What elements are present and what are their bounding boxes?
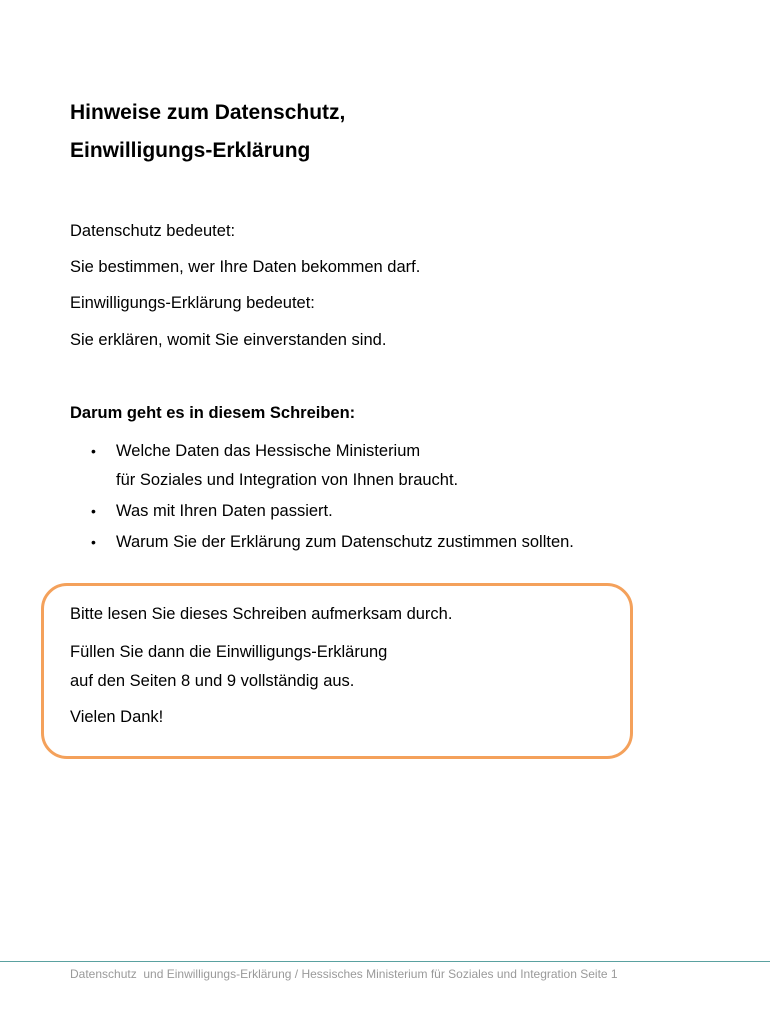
notice-line-1: Bitte lesen Sie dieses Schreiben aufmerksam durch.	[70, 605, 453, 623]
intro-line-2: Sie bestimmen, wer Ihre Daten bekommen darf.	[70, 258, 421, 276]
page-footer: Datenschutz und Einwilligungs-Erklärung / Hessisches Ministerium für Soziales und Integration Seite 1	[70, 967, 618, 981]
footer-divider	[0, 961, 770, 962]
bullet-icon: •	[91, 443, 96, 459]
intro-line-1: Datenschutz bedeutet:	[70, 222, 236, 240]
bullet-1-line-1: Welche Daten das Hessische Ministerium	[116, 442, 421, 460]
section-heading: Darum geht es in diesem Schreiben:	[70, 404, 356, 422]
intro-line-3: Einwilligungs-Erklärung bedeutet:	[70, 294, 315, 312]
bullet-icon: •	[91, 534, 96, 550]
bullet-1-line-2: für Soziales und Integration von Ihnen braucht.	[116, 471, 459, 489]
title-line-1: Hinweise zum Datenschutz,	[70, 101, 346, 124]
notice-line-4: Vielen Dank!	[70, 708, 164, 726]
title-line-2: Einwilligungs-Erklärung	[70, 139, 311, 162]
notice-line-2: Füllen Sie dann die Einwilligungs-Erklärung	[70, 643, 388, 661]
intro-line-4: Sie erklären, womit Sie einverstanden sind.	[70, 331, 387, 349]
bullet-3: Warum Sie der Erklärung zum Datenschutz zustimmen sollten.	[116, 533, 574, 551]
notice-line-3: auf den Seiten 8 und 9 vollständig aus.	[70, 672, 355, 690]
page-title	[70, 94, 345, 170]
bullet-icon: •	[91, 503, 96, 519]
bullet-2: Was mit Ihren Daten passiert.	[116, 502, 333, 520]
